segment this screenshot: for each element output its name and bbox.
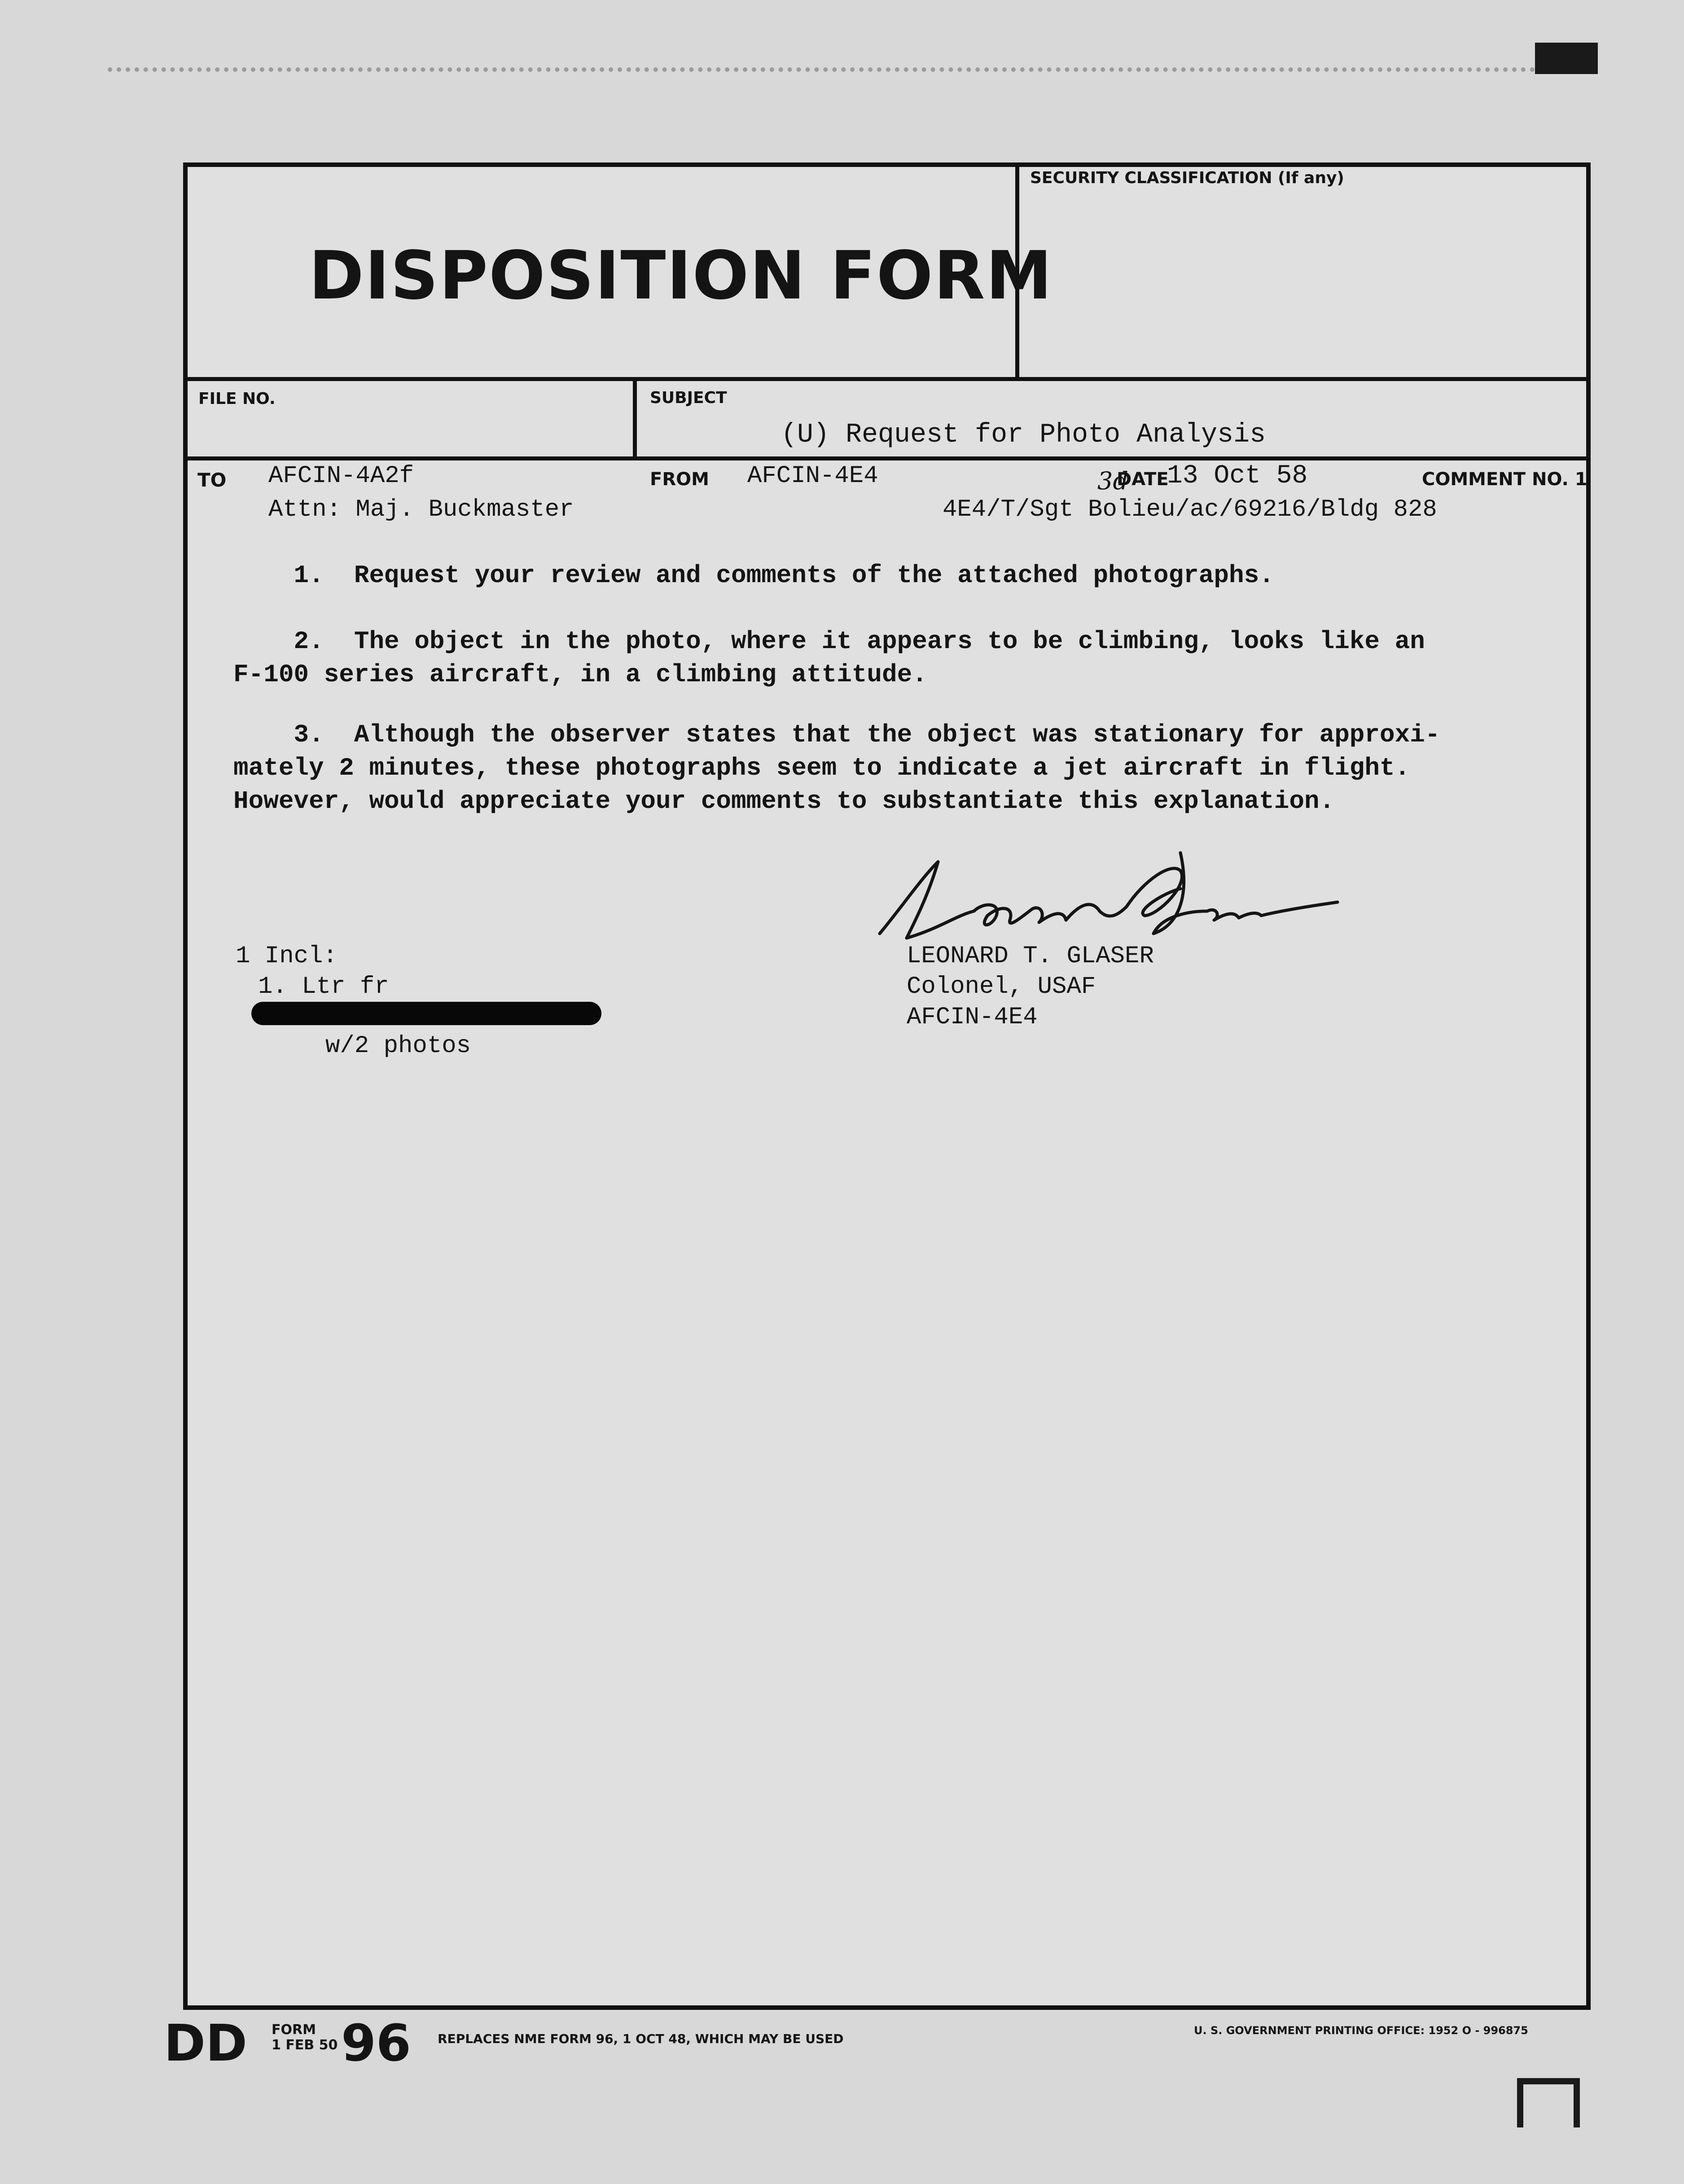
file-subject-divider — [633, 377, 637, 456]
to-label: TO — [197, 469, 227, 491]
paragraph-3: 3. Although the observer states that the object was stationary for approxi- mately 2 minutes, these photographs seem to indicate a jet aircraft in flight. However, would appreciate your comments to substantiate this explanation. — [233, 720, 1440, 816]
paragraph-2: 2. The object in the photo, where it appears to be climbing, looks like an F-100 series aircraft, in a climbing attitude. — [233, 627, 1425, 689]
enclosure-count: 1 Incl: — [236, 943, 338, 970]
footer-form-label — [272, 2022, 338, 2053]
footer-form-word: FORM — [272, 2022, 316, 2038]
signer-rank: Colonel, USAF — [907, 973, 1096, 1000]
handwritten-signature — [866, 826, 1405, 960]
subject-label: SUBJECT — [650, 389, 727, 407]
redaction-bar — [251, 1002, 601, 1025]
scan-corner-mark-bottom — [1517, 2078, 1580, 2127]
date-value: 13 Oct 58 — [1167, 461, 1308, 491]
signer-office: AFCIN-4E4 — [907, 1004, 1038, 1031]
date-label: DATE — [1117, 469, 1169, 490]
paragraph-1: 1. Request your review and comments of the attached photographs. — [233, 561, 1274, 590]
to-value: AFCIN-4A2f — [268, 462, 414, 490]
footer-form-date: 1 FEB 50 — [272, 2037, 338, 2053]
routing-symbol: 4E4/T/Sgt Bolieu/ac/69216/Bldg 828 — [943, 496, 1437, 523]
footer-replaces-note: REPLACES NME FORM 96, 1 OCT 48, WHICH MAY BE USED — [438, 2031, 844, 2046]
footer-dd: DD — [164, 2014, 247, 2073]
subject-divider — [183, 456, 1591, 460]
enclosure-photos: w/2 photos — [325, 1032, 471, 1060]
scan-corner-mark-top — [1535, 43, 1598, 74]
footer-printing-office: U. S. GOVERNMENT PRINTING OFFICE: 1952 O - 996875 — [1194, 2024, 1528, 2037]
routing-handwritten-mark: 3d — [1097, 467, 1128, 495]
attn-value: Attn: Maj. Buckmaster — [268, 496, 574, 523]
scan-edge-top — [108, 67, 1598, 90]
enclosure-item: 1. Ltr fr — [258, 973, 389, 1000]
security-classification-label: SECURITY CLASSIFICATION (If any) — [1030, 169, 1344, 187]
form-title: DISPOSITION FORM — [309, 237, 1053, 314]
header-divider — [183, 377, 1591, 381]
signer-name: LEONARD T. GLASER — [907, 943, 1154, 970]
comment-no-label: COMMENT NO. 1 — [1422, 469, 1588, 490]
footer-form-number: 96 — [341, 2014, 411, 2073]
subject-value: (U) Request for Photo Analysis — [781, 420, 1266, 450]
from-label: FROM — [650, 469, 709, 490]
from-value: AFCIN-4E4 — [747, 462, 878, 490]
file-no-label: FILE NO. — [198, 390, 276, 408]
